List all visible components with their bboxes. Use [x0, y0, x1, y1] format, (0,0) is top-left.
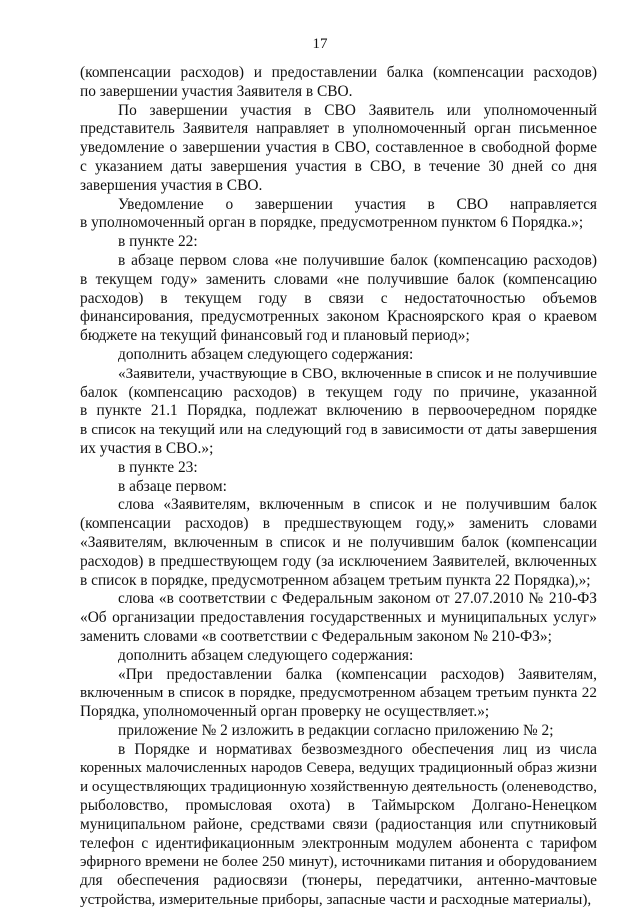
text-line: бюджете на текущий финансовый год и плановый период»; — [80, 327, 470, 345]
text-line: «Заявителям, включенным в список и не получившим балок (компенсации — [80, 533, 597, 551]
text-line: дополнить абзацем следующего содержания: — [118, 345, 414, 363]
text-line: финансирования, предусмотренных законом Красноярского края о краевом — [80, 308, 597, 326]
text-line: «Об организации предоставления государственных и муниципальных услуг» — [80, 609, 597, 627]
text-line: в Порядке и нормативах безвозмездного обеспечения лиц из числа — [118, 740, 597, 758]
text-line: с указанием даты завершения участия в СВО, в течение 30 дней со дня — [80, 157, 597, 175]
text-line: По завершении участия в СВО Заявитель или уполномоченный — [118, 101, 597, 119]
page-number: 17 — [312, 36, 328, 52]
text-line: в абзаце первом: — [118, 477, 227, 495]
text-line: по завершении участия Заявителя в СВО. — [80, 82, 353, 100]
text-line: (компенсации расходов) в предшествующем году,» заменить словами — [80, 515, 597, 533]
text-line: включенным в список в порядке, предусмотренном абзацем третьим пункта 22 — [80, 684, 597, 702]
text-line: устройства, измерительные приборы, запасные части и расходные материалы), — [80, 891, 592, 909]
text-line: для обеспечения радиосвязи (тюнеры, передатчики, антенно-мачтовые — [80, 872, 597, 890]
text-line: и осуществляющих традиционную хозяйственную деятельность (оленеводство, — [80, 778, 598, 796]
text-line: эфирного времени не более 250 минут), источниками питания и оборудованием — [80, 853, 597, 871]
text-line: Порядка, уполномоченный орган проверку не осуществляет.»; — [80, 703, 490, 721]
text-line: в список в порядке, предусмотренном абзацем третьим пункта 22 Порядка),»; — [80, 571, 591, 589]
text-line: в пункте 21.1 Порядка, подлежат включению в первоочередном порядке — [80, 402, 597, 420]
text-line: расходов) в предшествующем году (за исключением Заявителей, включенных — [80, 552, 597, 570]
text-line: приложение № 2 изложить в редакции согласно приложению № 2; — [118, 721, 554, 739]
text-line: в абзаце первом слова «не получившие балок (компенсацию расходов) — [118, 251, 597, 269]
text-line: слова «в соответствии с Федеральным законом от 27.07.2010 № 210-ФЗ — [118, 590, 597, 608]
text-line: муниципальном районе, средствами связи (радиостанция или спутниковый — [80, 815, 597, 833]
text-line: слова «Заявителям, включенным в список и не получившим балок — [118, 496, 597, 514]
text-line: рыболовство, промысловая охота) в Таймырском Долгано-Ненецком — [80, 797, 597, 815]
text-line: Уведомление о завершении участия в СВО направляется — [118, 195, 597, 213]
text-line: «При предоставлении балка (компенсации расходов) Заявителям, — [118, 665, 597, 683]
document-body — [80, 64, 597, 910]
text-line: завершения участия в СВО. — [80, 176, 263, 194]
text-line: в текущем году» заменить словами «не получившие балок (компенсацию — [80, 270, 597, 288]
text-line: представитель Заявителя направляет в уполномоченный орган письменное — [80, 120, 597, 138]
text-line: в пункте 22: — [118, 233, 198, 251]
text-line: заменить словами «в соответствии с Федеральным законом № 210-ФЗ»; — [80, 627, 552, 645]
text-line: коренных малочисленных народов Севера, ведущих традиционный образ жизни — [80, 760, 597, 777]
text-line: дополнить абзацем следующего содержания: — [118, 646, 414, 664]
text-line: телефон с идентификационным электронным модулем абонента с тарифом — [80, 834, 597, 852]
text-line: в список на текущий или на следующий год в зависимости от даты завершения — [80, 421, 597, 439]
text-line: в пункте 23: — [118, 458, 198, 476]
text-line: уведомление о завершении участия в СВО, составленное в свободной форме — [80, 139, 597, 157]
text-line: (компенсации расходов) и предоставлении балка (компенсации расходов) — [80, 64, 597, 81]
text-line: балок (компенсацию расходов) в текущем году по причине, указанной — [80, 383, 597, 401]
text-line: их участия в СВО.»; — [80, 439, 214, 457]
text-line: в уполномоченный орган в порядке, предусмотренном пунктом 6 Порядка.»; — [80, 214, 584, 232]
text-line: расходов) в текущем году в связи с недостаточностью объемов — [80, 289, 597, 307]
text-line: «Заявители, участвующие в СВО, включенные в список и не получившие — [118, 364, 597, 382]
